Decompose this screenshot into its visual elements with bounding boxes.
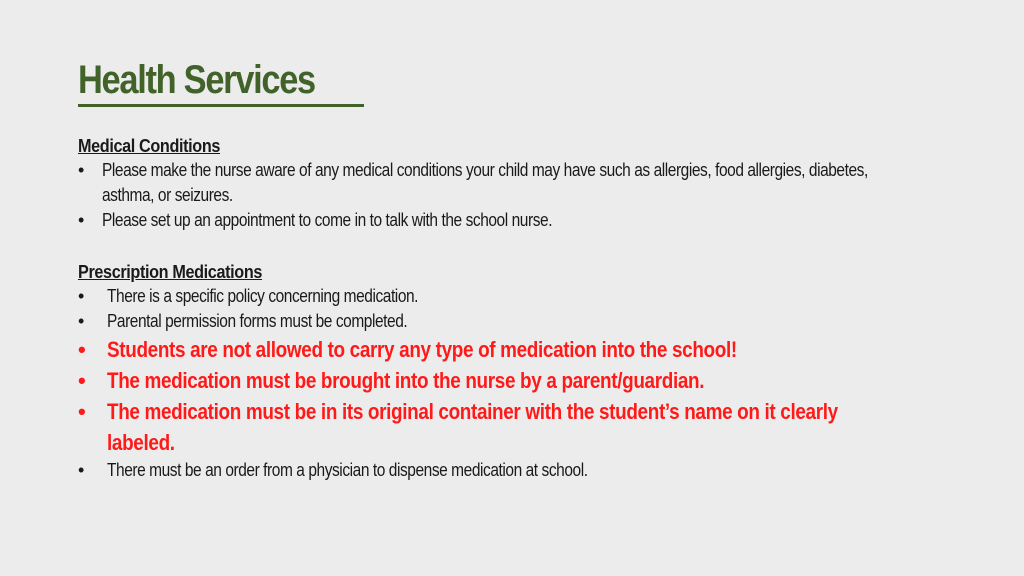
section-heading-prescription-medications: Prescription Medications <box>78 262 263 282</box>
title-underline <box>78 104 364 107</box>
list-item-text: Please make the nurse aware of any medical conditions your child may have such as allergies, food allergies, diabetes, asthma, or seizures. <box>102 160 868 205</box>
section-medical-conditions <box>78 134 938 233</box>
bullet-icon: • <box>78 399 86 424</box>
bullet-icon: • <box>78 337 86 362</box>
section-spacer <box>78 233 938 260</box>
list-item <box>78 158 938 208</box>
alert-item-text: The medication must be brought into the nurse by a parent/guardian. <box>107 368 705 393</box>
list-item-text: Please set up an appointment to come in to talk with the school nurse. <box>102 210 553 230</box>
alert-list-item <box>78 334 938 365</box>
alert-item-text: The medication must be in its original container with the student’s name on it clearly labeled. <box>107 399 838 455</box>
slide-title: Health Services <box>78 58 315 102</box>
list-item <box>78 309 938 334</box>
bullet-icon: • <box>78 160 84 180</box>
bullet-icon: • <box>78 210 84 230</box>
medical-conditions-list <box>78 158 938 233</box>
list-item-text: There must be an order from a physician to dispense medication at school. <box>107 460 588 480</box>
list-item <box>78 208 938 233</box>
list-item-text: There is a specific policy concerning medication. <box>107 286 419 306</box>
bullet-icon: • <box>78 311 84 331</box>
alert-list-item <box>78 365 938 396</box>
bullet-icon: • <box>78 286 84 306</box>
list-item <box>78 458 938 483</box>
list-item-text: Parental permission forms must be completed. <box>107 311 408 331</box>
section-prescription-medications <box>78 260 938 483</box>
alert-item-text: Students are not allowed to carry any type of medication into the school! <box>107 337 737 362</box>
bullet-icon: • <box>78 460 84 480</box>
list-item <box>78 284 938 309</box>
section-heading-medical-conditions: Medical Conditions <box>78 136 221 156</box>
bullet-icon: • <box>78 368 86 393</box>
alert-list-item <box>78 396 938 458</box>
slide-content <box>78 134 938 483</box>
prescription-medications-list <box>78 284 938 483</box>
